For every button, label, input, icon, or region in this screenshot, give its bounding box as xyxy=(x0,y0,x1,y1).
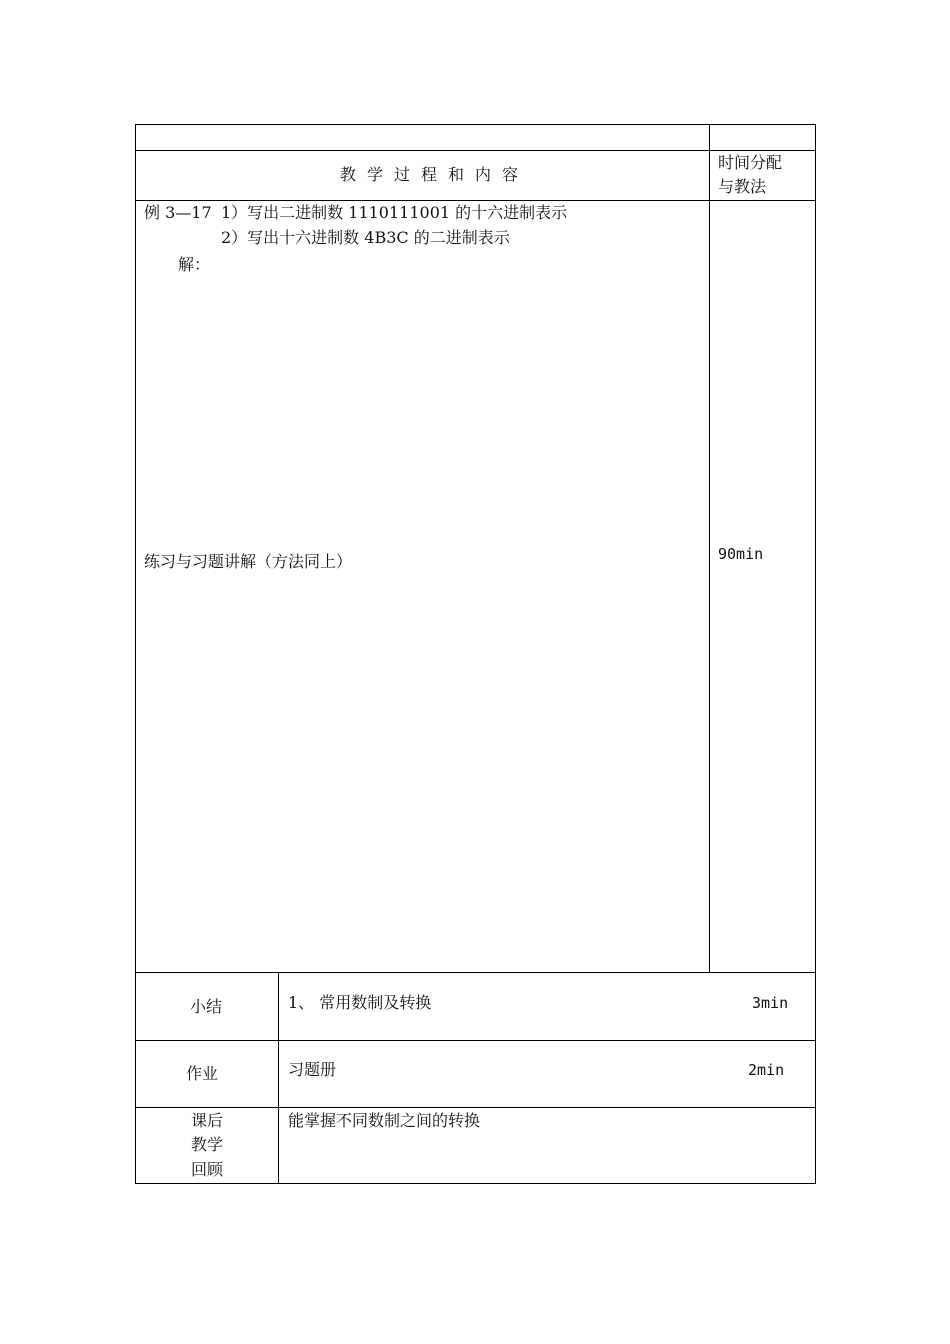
content-column-title: 教学过程和内容 xyxy=(340,165,530,184)
table-border-bottom xyxy=(135,1183,816,1184)
table-border-time-column xyxy=(709,124,710,973)
table-border-label-column xyxy=(278,972,279,1184)
table-border-header-top xyxy=(135,150,816,151)
summary-content: 1、 常用数制及转换 xyxy=(288,993,432,1012)
table-border-left xyxy=(135,124,136,1184)
table-border-homework-bottom xyxy=(135,1107,816,1108)
example-line-2: 2）写出十六进制数 4B3C 的二进制表示 xyxy=(221,228,510,247)
homework-content: 习题册 xyxy=(288,1060,337,1079)
time-column-title-line2: 与教法 xyxy=(718,177,767,196)
summary-label: 小结 xyxy=(190,997,223,1016)
time-column-title-line1: 时间分配 xyxy=(718,153,783,172)
practice-text: 练习与习题讲解（方法同上） xyxy=(144,552,353,571)
homework-label: 作业 xyxy=(186,1064,219,1083)
table-border-summary-bottom xyxy=(135,1040,816,1041)
review-label-line2: 教学 xyxy=(191,1135,224,1154)
table-border-right xyxy=(815,124,816,1184)
solution-label: 解： xyxy=(178,255,211,274)
example-line-1: 1）写出二进制数 1110111001 的十六进制表示 xyxy=(221,203,568,222)
review-label-line1: 课后 xyxy=(191,1111,224,1130)
table-border-main-bottom xyxy=(135,972,816,973)
summary-time: 3min xyxy=(752,994,789,1012)
homework-time: 2min xyxy=(748,1061,785,1079)
review-label-line3: 回顾 xyxy=(191,1160,224,1179)
review-content: 能掌握不同数制之间的转换 xyxy=(288,1111,481,1130)
table-border-top xyxy=(135,124,816,125)
main-time: 90min xyxy=(718,545,764,563)
table-border-header-bottom xyxy=(135,200,816,201)
example-label: 例 3—17 xyxy=(144,203,212,222)
